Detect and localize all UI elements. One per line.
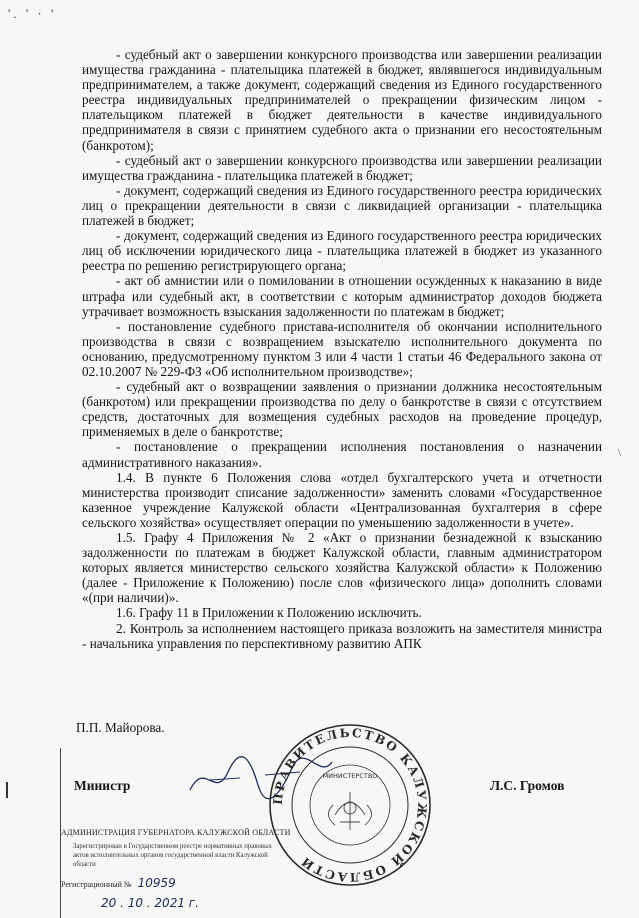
paragraph-bankruptcy-citizen: - судебный акт о завершении конкурсного производства или завершении реализации имущества гражданина - плательщика платежей в бюджет; <box>82 152 602 183</box>
stamp-reg-number-row <box>61 876 176 890</box>
official-seal <box>265 720 435 890</box>
paragraph-exclusion-registry: - документ, содержащий сведения из Единого государственного реестра юридических лиц об исключении юридического лица - плательщика платежей в бюджет из указанного реестра по решению регистрирующего органа; <box>82 228 602 274</box>
corner-mark: '. ' · ' <box>8 6 57 21</box>
stamp-reg-date: 20 . 10 . 2021 г. <box>101 896 199 910</box>
paragraph-returned-application: - судебный акт о возвращении заявления о признании должника несостоятельным (банкротом) или прекращении производства по делу о банкротстве в связи с отсутствием средств, достаточных для возмещения судебных расходов на проведение процедур, применяемых в деле о банкротстве; <box>82 379 602 440</box>
signature-area <box>60 720 620 910</box>
seal-ring-text: ПРАВИТЕЛЬСТВО КАЛУЖСКОЙ ОБЛАСТИ <box>270 725 430 885</box>
stamp-reg-label: Регистрационный № <box>61 880 132 889</box>
signer-name: Л.С. Громов <box>490 778 565 793</box>
margin-mark: \ <box>618 447 622 459</box>
seal-center-text: МИНИСТЕРСТВО <box>322 772 378 780</box>
order-text <box>82 47 602 651</box>
paragraph-bailiff: - постановление судебного пристава-исполнителя об окончании исполнительного производства в связи с возвращением взыскателю исполнительного документа по основанию, предусмотренному пунктом 3 или 4 части 1 статьи 46 Федерального закона от 02.10.2007 № 229-ФЗ «Об исполнительном производстве»; <box>82 318 602 379</box>
left-margin-mark <box>6 782 8 798</box>
paragraph-1-6: 1.6. Графу 11 в Приложении к Положению исключить. <box>116 605 422 621</box>
paragraph-termination: - постановление о прекращении исполнения постановления о назначении административного наказания». <box>82 439 602 470</box>
stamp-registration-note: Зарегистрирован в Государственном реестре нормативных правовых актов исполнительных органов государственной власти Калужской области <box>73 843 273 868</box>
deputy-name: П.П. Майорова. <box>76 720 165 735</box>
paragraph-bankruptcy-ip: - судебный акт о завершении конкурсного производства или завершении реализации имущества гражданина - плательщика платежей в бюджет, являвшегося индивидуальным предпринимателем, а также документ, содержащий сведения из Единого государственного реестра индивидуальных предпринимателей о прекращении физическим лицом - плательщиком платежей в бюджет деятельности в качестве индивидуального предпринимателя в связи с принятием судебного акта о признании его несостоятельным (банкротом); <box>82 47 602 153</box>
stamp-reg-number: 10959 <box>137 876 176 890</box>
minister-title: Министр <box>74 778 131 793</box>
stamp-admin-header: АДМИНИСТРАЦИЯ ГУБЕРНАТОРА КАЛУЖСКОЙ ОБЛАСТИ <box>61 828 291 837</box>
paragraph-amnesty: - акт об амнистии или о помиловании в отношении осужденных к наказанию в виде штрафа или судебный акт, в соответствии с которым администратор доходов бюджета утрачивает возможность взыскания задолженности по платежам в бюджет; <box>82 273 602 319</box>
paragraph-1-4: 1.4. В пункте 6 Положения слова «отдел бухгалтерского учета и отчетности министерства производит списание задолженности» заменить словами «Государственное казенное учреждение Калужской области «Централизованная бухгалтерия в сфере сельского хозяйства» осуществляет операции по уменьшению задолженности в учете». <box>82 469 602 530</box>
paragraph-1-5: 1.5. Графу 4 Приложения № 2 «Акт о признании безнадежной к взысканию задолженности по платежам в бюджет Калужской области, главным администратором которых является министерство сельского хозяйства Калужской области» к Положению (далее - Приложение к Положению) после слов «физического лица» дополнить словами «(при наличии)». <box>82 530 602 606</box>
paragraph-liquidation: - документ, содержащий сведения из Единого государственного реестра юридических лиц о прекращении деятельности в связи с ликвидацией организации - плательщика платежей в бюджет; <box>82 182 602 229</box>
paragraph-2: 2. Контроль за исполнением настоящего приказа возложить на заместителя министра - начальника управления по перспективному развитию АПК <box>82 620 602 651</box>
